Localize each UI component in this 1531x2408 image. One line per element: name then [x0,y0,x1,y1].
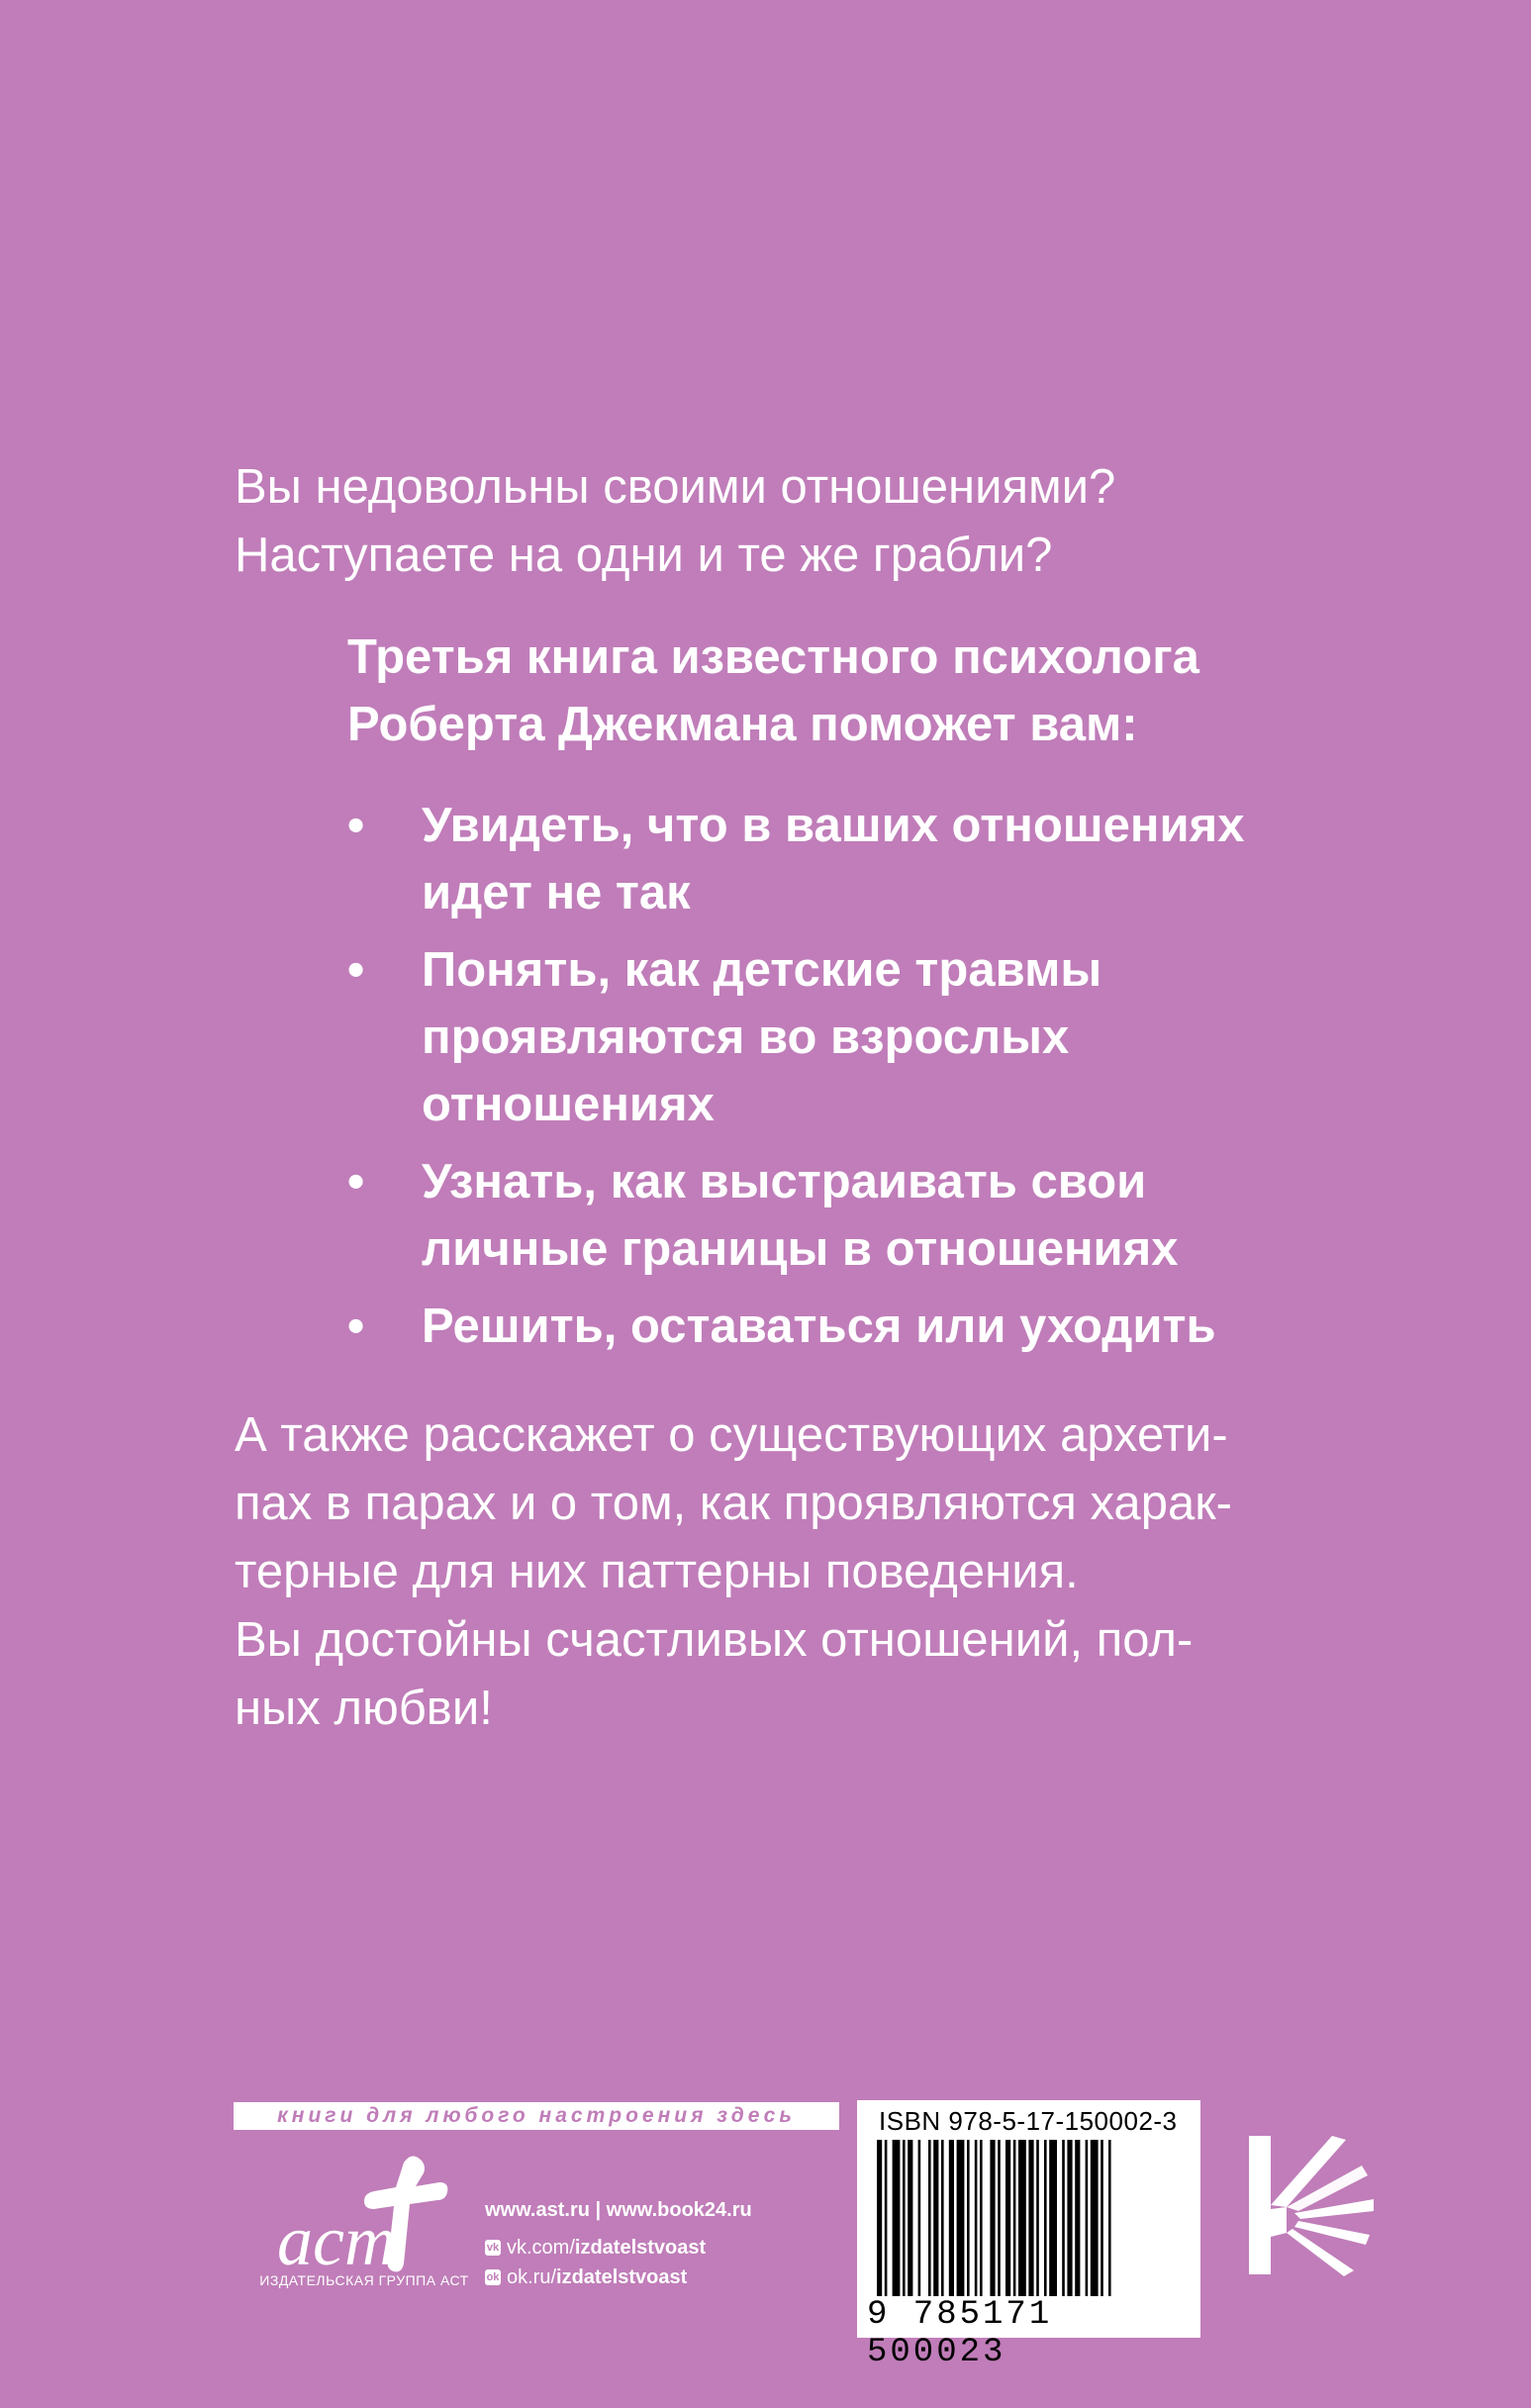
barcode-bar [1044,2140,1047,2296]
barcode-bar [967,2140,970,2296]
barcode-bar [918,2140,921,2296]
barcode-bar [941,2140,944,2296]
barcode-bar [949,2140,954,2296]
intro-question [235,453,1284,590]
website-links[interactable]: www.ast.ru | www.book24.ru [485,2199,752,2221]
barcode-bar [1013,2140,1016,2296]
barcode-bar [933,2140,938,2296]
ok-link[interactable]: ok.ru/izdatelstvoast [507,2266,688,2288]
k-book-logo-icon [1243,2126,1382,2284]
svg-text:аст: аст [277,2201,396,2280]
barcode-bar [998,2140,1001,2296]
barcode-bar [1075,2140,1080,2296]
barcode-bar [1091,2140,1099,2296]
barcode-bar [1005,2140,1010,2296]
list-item: • Решить, оставаться или уходить [347,1293,1297,1360]
intro-line: Наступаете на одни и те же грабли? [235,529,1053,582]
intro-line: Вы недовольны своими отношениями? [235,460,1116,514]
barcode-bar [1067,2140,1072,2296]
lead-line: Роберта Джекмана поможет вам: [347,698,1138,751]
outro-line: терные для них паттерны поведения. [235,1545,1079,1598]
barcode-bar [980,2140,983,2296]
closing-paragraph [235,1401,1284,1743]
list-item: • Понять, как детские травмы проявляются во взрослых отношениях [347,936,1297,1138]
lead-line: Третья книга известного психолога [347,630,1199,684]
bullet-icon: • [347,799,365,852]
barcode-bar [1049,2140,1057,2296]
barcode-bar [1018,2140,1026,2296]
outro-line: пах в парах и о том, как проявляются харак- [235,1477,1232,1530]
barcode-bar [1028,2140,1033,2296]
barcode-bar [1086,2140,1089,2296]
outro-line: ных любви! [235,1682,493,1735]
vk-icon: vk [486,2242,500,2254]
barcode-bar [877,2140,882,2296]
ok-icon: ok [486,2271,500,2283]
barcode-bar [1062,2140,1065,2296]
barcode-bar [1036,2140,1039,2296]
list-item: • Узнать, как выстраивать свои личные границы в отношениях [347,1148,1297,1283]
barcode-bar [903,2140,906,2296]
barcode-digits: 9 785171 500023 [867,2296,1053,2371]
barcode-bar [928,2140,931,2296]
barcode-bar [908,2140,912,2296]
benefits-list [347,792,1297,1370]
barcode-bar [1100,2140,1103,2296]
publisher-caption: ИЗДАТЕЛЬСКАЯ ГРУППА АСТ [259,2272,469,2288]
publisher-links [485,2195,752,2292]
outro-line: А также расскажет о существующих архети- [235,1408,1228,1462]
list-item: • Увидеть, что в ваших отношениях идет не так [347,792,1297,926]
tagline-banner: книги для любого настроения здесь [234,2102,839,2130]
isbn-barcode-block [857,2100,1200,2371]
bullet-icon: • [347,943,365,997]
barcode-bar [975,2140,978,2296]
barcode-bar [1108,2140,1111,2296]
vk-link[interactable]: vk.com/izdatelstvoast [507,2237,707,2259]
barcode-bar [957,2140,965,2296]
barcode-bar [893,2140,901,2296]
barcode-bar [885,2140,888,2296]
lead-text [347,624,1297,758]
isbn-number: ISBN 978-5-17-150002-3 [879,2106,1178,2136]
bullet-icon: • [347,1300,365,1353]
bullet-icon: • [347,1155,365,1208]
outro-line: Вы достойны счастливых отношений, пол- [235,1613,1194,1667]
barcode-icon [875,2140,1184,2296]
barcode-bar [990,2140,995,2296]
